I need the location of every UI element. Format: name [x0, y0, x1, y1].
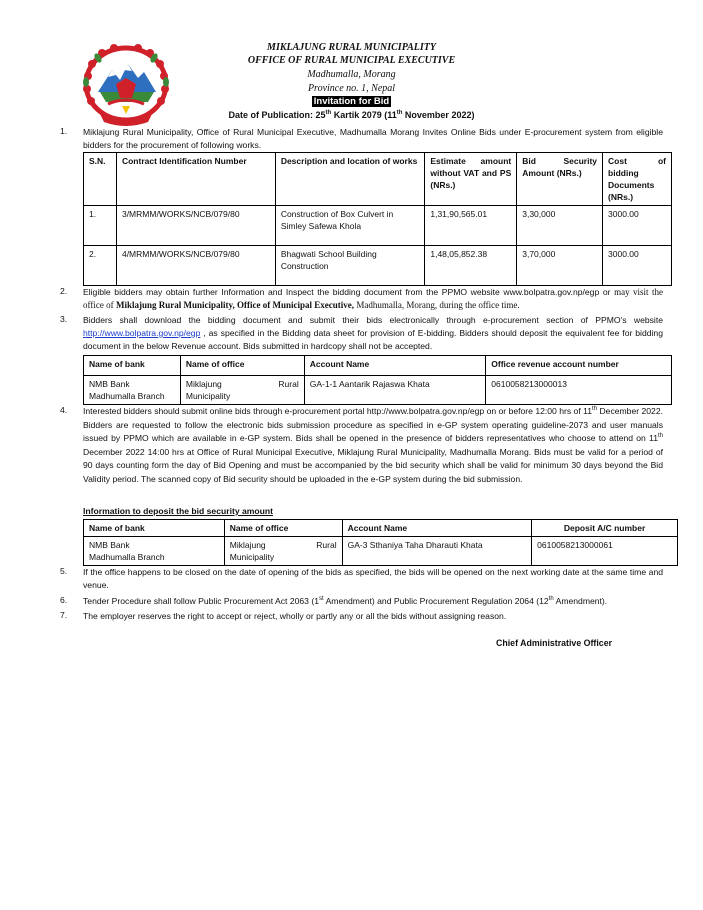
cell-office: Miklajung Rural Municipality: [224, 537, 342, 566]
signatory-title: Chief Administrative Officer: [496, 638, 613, 648]
cell-cost: 3000.00: [603, 246, 672, 286]
bid-security-subheading: Information to deposit the bid security amount: [83, 506, 274, 516]
table-header-row: [84, 356, 672, 376]
cell-sn: 2.: [84, 246, 117, 286]
header-account-name: Account Name: [304, 356, 486, 376]
cell-contract-id: 4/MRMM/WORKS/NCB/079/80: [116, 246, 275, 286]
cell-deposit-number: 0610058213000061: [532, 537, 678, 566]
item-5-text: If the office happens to be closed on the date of opening of the bids as specified, the bids will be opened on the next working date at the same time and venue.: [83, 567, 663, 590]
table-row: [84, 206, 672, 246]
cell-cost: 3000.00: [603, 206, 672, 246]
cell-description: Construction of Box Culvert in Simley Safewa Khola: [275, 206, 425, 246]
item-number: 6.: [60, 595, 68, 605]
table-row: [84, 537, 678, 566]
header-office: Name of office: [224, 520, 342, 537]
header-deposit-number: Deposit A/C number: [532, 520, 678, 537]
header-cost: Cost of bidding Documents (NRs.): [603, 153, 672, 206]
item-4-text: Interested bidders should submit online bids through e-procurement portal http://www.bolpatra.gov.np/egp on or before 12:00 hrs of 11th December 2022. Bidders are requested to follow the electronic bids submission procedure as specified in e-GP system operating guideline-2073 and user manuals issued by PPMO which are available in e-GP system. Bids shall be opened in the presence of bidders representatives who choose to attend on 11th December 2022 14:00 hrs at Office of Rural Municipal Executive, Miklajung Rural Municipality, Madhumalla Morang. Bids must be valid for a period of 90 days counting form the day of Bid Opening and must be accompanied by the bid security which shall be valid for minimum 30 days beyond the Bid Validity period. The scanned copy of Bid security should be uploaded in the e-GP system during the bid submission.: [83, 406, 663, 484]
municipality-name: MIKLAJUNG RURAL MUNICIPALITY: [267, 42, 436, 53]
location: Madhumalla, Morang: [307, 69, 396, 80]
table-header-row: [84, 153, 672, 206]
item-number: 2.: [60, 286, 68, 296]
header-bid-security: Bid Security Amount (NRs.): [517, 153, 603, 206]
cell-office: Miklajung Rural Municipality: [180, 376, 304, 405]
cell-account-name: GA-1-1 Aantarik Rajaswa Khata: [304, 376, 486, 405]
notice-title: Invitation for Bid: [313, 96, 390, 107]
item-number: 5.: [60, 566, 68, 576]
cell-sn: 1.: [84, 206, 117, 246]
works-table: [83, 152, 672, 286]
province: Province no. 1, Nepal: [307, 83, 396, 94]
header-bank: Name of bank: [84, 356, 181, 376]
item-2-text: Eligible bidders may obtain further Information and Inspect the bidding document from the PPMO website www.bolpatra.gov.np/egp or may visit the office of Miklajung Rural Municipality, Office of Municipal Executive, Madhumalla, Morang, during the office time.: [83, 287, 664, 310]
item-6-text: Tender Procedure shall follow Public Procurement Act 2063 (1st Amendment) and Public Procurement Regulation 2064 (12th Amendment).: [83, 596, 608, 606]
header-contract-id: Contract Identification Number: [116, 153, 275, 206]
cell-contract-id: 3/MRMM/WORKS/NCB/079/80: [116, 206, 275, 246]
table-header-row: [84, 520, 678, 537]
cell-bid-security: 3,70,000: [517, 246, 603, 286]
header-estimate: Estimate amount without VAT and PS (NRs.): [425, 153, 517, 206]
header-account-number: Office revenue account number: [486, 356, 672, 376]
header-account-name: Account Name: [342, 520, 532, 537]
table-row: [84, 376, 672, 405]
header-office: Name of office: [180, 356, 304, 376]
cell-bank: NMB Bank Madhumalla Branch: [84, 537, 225, 566]
cell-description: Bhagwati School Building Construction: [275, 246, 425, 286]
cell-estimate: 1,31,90,565.01: [425, 206, 517, 246]
bid-security-table: [83, 519, 678, 566]
item-1-text: Miklajung Rural Municipality, Office of Rural Municipal Executive, Madhumalla Morang Invites Online Bids under E-procurement system from eligible bidders for the procurement of following works.: [83, 127, 663, 150]
header-sn: S.N.: [84, 153, 117, 206]
revenue-account-table: [83, 355, 672, 405]
table-row: [84, 246, 672, 286]
item-3-text: Bidders shall download the bidding document and submit their bids electronically through e-procurement section of PPMO's website http://www.bolpatra.gov.np/egp , as specified in the Bidding data sheet for provision of E-bidding. Bidders should deposit the equivalent fee for bidding document in the below Revenue account. Bids submitted in hardcopy shall not be accepted.: [83, 315, 663, 351]
item-number: 3.: [60, 314, 68, 324]
cell-estimate: 1,48,05,852.38: [425, 246, 517, 286]
item-number: 7.: [60, 610, 68, 620]
cell-account-number: 0610058213000013: [486, 376, 672, 405]
item-number: 4.: [60, 405, 68, 415]
cell-bid-security: 3,30,000: [517, 206, 603, 246]
item-number: 1.: [60, 126, 68, 136]
header-description: Description and location of works: [275, 153, 425, 206]
ppmo-link[interactable]: http://www.bolpatra.gov.np/egp: [83, 328, 201, 338]
cell-bank: NMB Bank Madhumalla Branch: [84, 376, 181, 405]
office-name: OFFICE OF RURAL MUNICIPAL EXECUTIVE: [247, 55, 456, 66]
publication-date: Date of Publication: 25th Kartik 2079 (11th November 2022): [228, 110, 475, 120]
header-bank: Name of bank: [84, 520, 225, 537]
cell-account-name: GA-3 Sthaniya Taha Dharauti Khata: [342, 537, 532, 566]
item-7-text: The employer reserves the right to accept or reject, wholly or partly any or all the bids without assigning reason.: [83, 611, 507, 621]
